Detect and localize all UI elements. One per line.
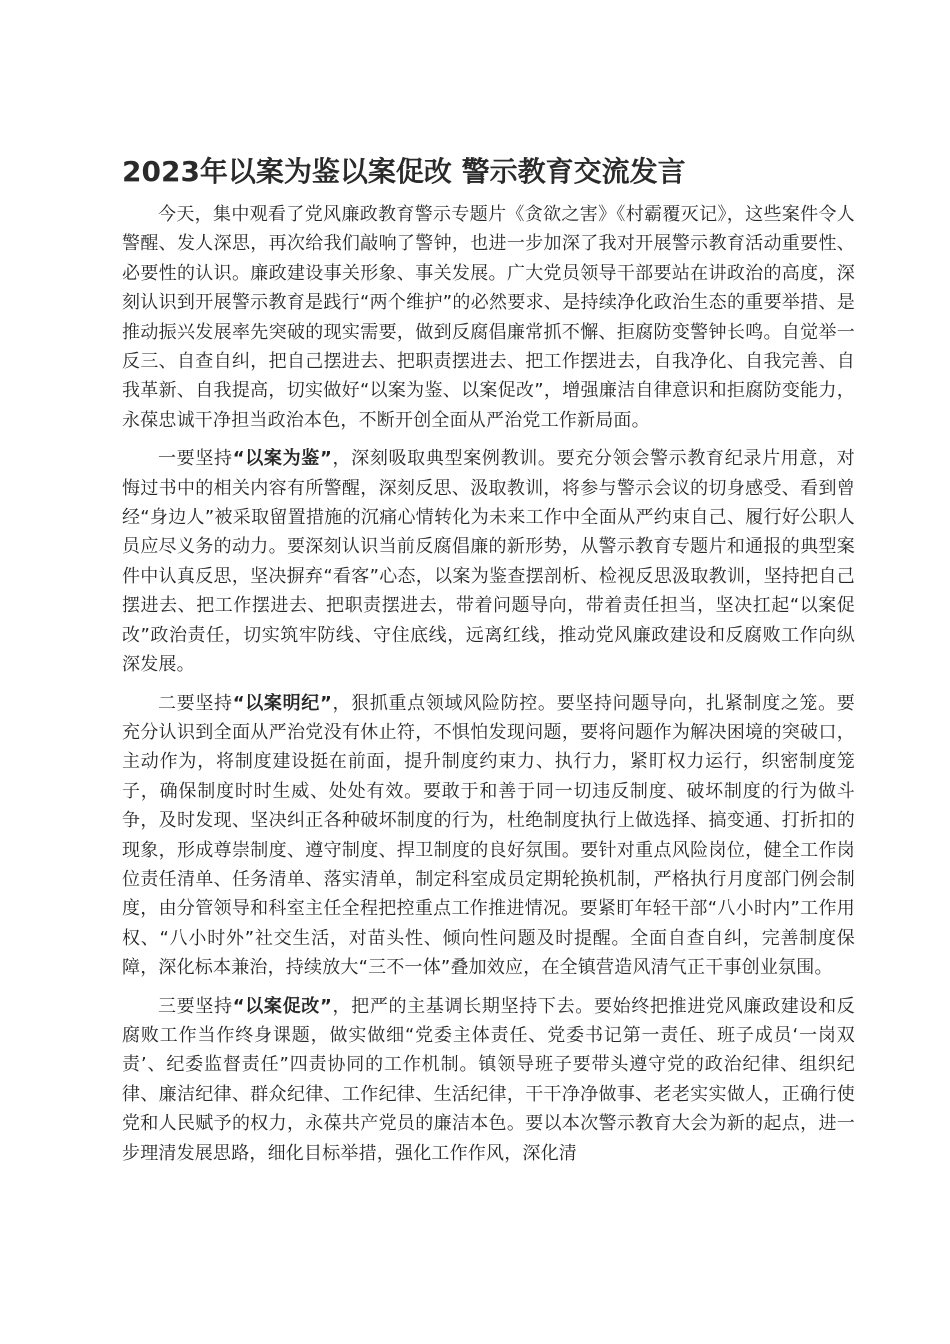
section-2-lead-prefix: 二要坚持 <box>158 692 233 714</box>
document-title: 2023年以案为鉴以案促改 警示教育交流发言 <box>122 155 686 188</box>
section-paragraph-1 <box>122 444 855 679</box>
section-paragraph-3 <box>122 992 855 1168</box>
section-3-lead-bold: “以案促改” <box>232 995 332 1017</box>
section-1-lead-prefix: 一要坚持 <box>158 448 233 470</box>
intro-paragraph: 今天，集中观看了党风廉政教育警示专题片《贪欲之害》《村霸覆灭记》，这些案件令人警醒、发人深思，再次给我们敲响了警钟，也进一步加深了我对开展警示教育活动重要性、必要性的认识。廉政建设事关形象、事关发展。广大党员领导干部要站在讲政治的高度，深刻认识到开展警示教育是践行“两个维护”的必然要求、是持续净化政治生态的重要举措、是推动振兴发展率先突破的现实需要，做到反腐倡廉常抓不懈、拒腐防变警钟长鸣。自觉举一反三、自查自纠，把自己摆进去、把职责摆进去、把工作摆进去，自我净化、自我完善、自我革新、自我提高，切实做好“以案为鉴、以案促改”，增强廉洁自律意识和拒腐防变能力，永葆忠诚干净担当政治本色，不断开创全面从严治党工作新局面。 <box>122 204 855 431</box>
section-paragraph-2 <box>122 689 855 983</box>
section-2-body: ，狠抓重点领域风险防控。要坚持问题导向，扎紧制度之笼。要充分认识到全面从严治党没有休止符，不惧怕发现问题，要将问题作为解决困境的突破口，主动作为，将制度建设挺在前面，提升制度约束力、执行力，紧盯权力运行，织密制度笼子，确保制度时时生威、处处有效。要敢于和善于同一切违反制度、破坏制度的行为做斗争，及时发现、坚决纠正各种破坏制度的行为，杜绝制度执行上做选择、搞变通、打折扣的现象，形成尊崇制度、遵守制度、捍卫制度的良好氛围。要针对重点风险岗位，健全工作岗位责任清单、任务清单、落实清单，制定科室成员定期轮换机制，严格执行月度部门例会制度，由分管领导和科室主任全程把控重点工作推进情况。要紧盯年轻干部“八小时内”工作用权、“八小时外”社交生活，对苗头性、倾向性问题及时提醒。全面自查自纠，完善制度保障，深化标本兼治，持续放大“三不一体”叠加效应，在全镇营造风清气正干事创业氛围。 <box>122 692 855 979</box>
section-2-lead-bold: “以案明纪” <box>232 692 332 714</box>
document-page <box>122 150 855 1177</box>
section-3-lead-prefix: 三要坚持 <box>158 995 233 1017</box>
section-3-body: ，把严的主基调长期坚持下去。要始终把推进党风廉政建设和反腐败工作当作终身课题，做实做细“党委主体责任、党委书记第一责任、班子成员‘一岗双责’、纪委监督责任”四责协同的工作机制。镇领导班子要带头遵守党的政治纪律、组织纪律、廉洁纪律、群众纪律、工作纪律、生活纪律，干干净净做事、老老实实做人，正确行使党和人民赋予的权力，永葆共产党员的廉洁本色。要以本次警示教育大会为新的起点，进一步理清发展思路，细化目标举措，强化工作作风，深化清 <box>122 995 855 1164</box>
section-1-body: ，深刻吸取典型案例教训。要充分领会警示教育纪录片用意，对悔过书中的相关内容有所警醒，深刻反思、汲取教训，将参与警示会议的切身感受、看到曾经“身边人”被采取留置措施的沉痛心情转化为未来工作中全面从严约束自己、履行好公职人员应尽义务的动力。要深刻认识当前反腐倡廉的新形势，从警示教育专题片和通报的典型案件中认真反思，坚决摒弃“看客”心态，以案为鉴查摆剖析、检视反思汲取教训，坚持把自己摆进去、把工作摆进去、把职责摆进去，带着问题导向，带着责任担当，坚决扛起“以案促改”政治责任，切实筑牢防线、守住底线，远离红线，推动党风廉政建设和反腐败工作向纵深发展。 <box>122 448 855 676</box>
section-1-lead-bold: “以案为鉴” <box>232 448 332 470</box>
